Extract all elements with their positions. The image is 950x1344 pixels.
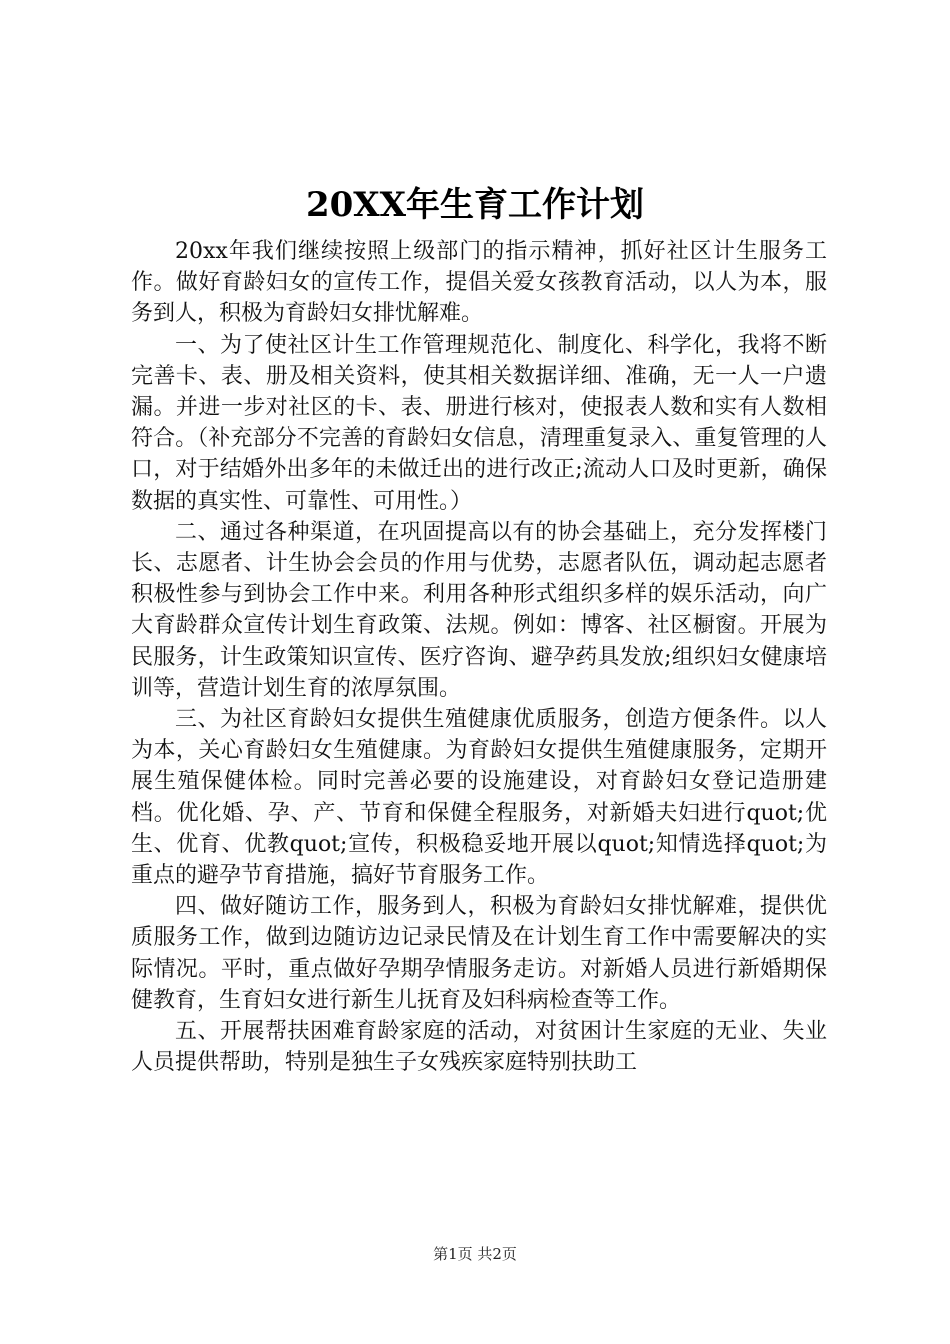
paragraph-3: 三、为社区育龄妇女提供生殖健康优质服务，创造方便条件。以人为本，关心育龄妇女生殖健康。为育龄妇女提供生殖健康服务，定期开展生殖保健体检。同时完善必要的设施建设，对育龄妇女登记造册建档。优化婚、孕、产、节育和保健全程服务，对新婚夫妇进行quot;优生、优育、优教quot;宣传，积极稳妥地开展以quot;知情选择quot;为重点的避孕节育措施，搞好节育服务工作。 [131, 707, 827, 889]
paragraph-1: 一、为了使社区计生工作管理规范化、制度化、科学化，我将不断完善卡、表、册及相关资料，使其相关数据详细、准确，无一人一户遗漏。并进一步对社区的卡、表、册进行核对，使报表人数和实有人数相符合。（补充部分不完善的育龄妇女信息，清理重复录入、重复管理的人口，对于结婚外出多年的未做迁出的进行改正;流动人口及时更新，确保数据的真实性、可靠性、可用性。） [131, 332, 827, 514]
paragraph-intro: 20xx年我们继续按照上级部门的指示精神，抓好社区计生服务工作。做好育龄妇女的宣传工作，提倡关爱女孩教育活动，以人为本，服务到人，积极为育龄妇女排忧解难。 [131, 239, 827, 327]
paragraph-5: 五、开展帮扶困难育龄家庭的活动，对贫困计生家庭的无业、失业人员提供帮助，特别是独生子女残疾家庭特别扶助工 [131, 1019, 827, 1076]
page-number-footer: 第1页 共2页 [433, 1245, 517, 1263]
paragraph-4: 四、做好随访工作，服务到人，积极为育龄妇女排忧解难，提供优质服务工作，做到边随访边记录民情及在计划生育工作中需要解决的实际情况。平时，重点做好孕期孕情服务走访。对新婚人员进行新婚期保健教育，生育妇女进行新生儿抚育及妇科病检查等工作。 [131, 894, 827, 1013]
paragraph-2: 二、通过各种渠道，在巩固提高以有的协会基础上，充分发挥楼门长、志愿者、计生协会会员的作用与优势，志愿者队伍，调动起志愿者积极性参与到协会工作中来。利用各种形式组织多样的娱乐活动，向广大育龄群众宣传计划生育政策、法规。例如：博客、社区橱窗。开展为民服务，计生政策知识宣传、医疗咨询、避孕药具发放;组织妇女健康培训等，营造计划生育的浓厚氛围。 [131, 519, 827, 701]
document-title: 20XX年生育工作计划 [305, 185, 645, 225]
document-body [131, 236, 827, 1078]
